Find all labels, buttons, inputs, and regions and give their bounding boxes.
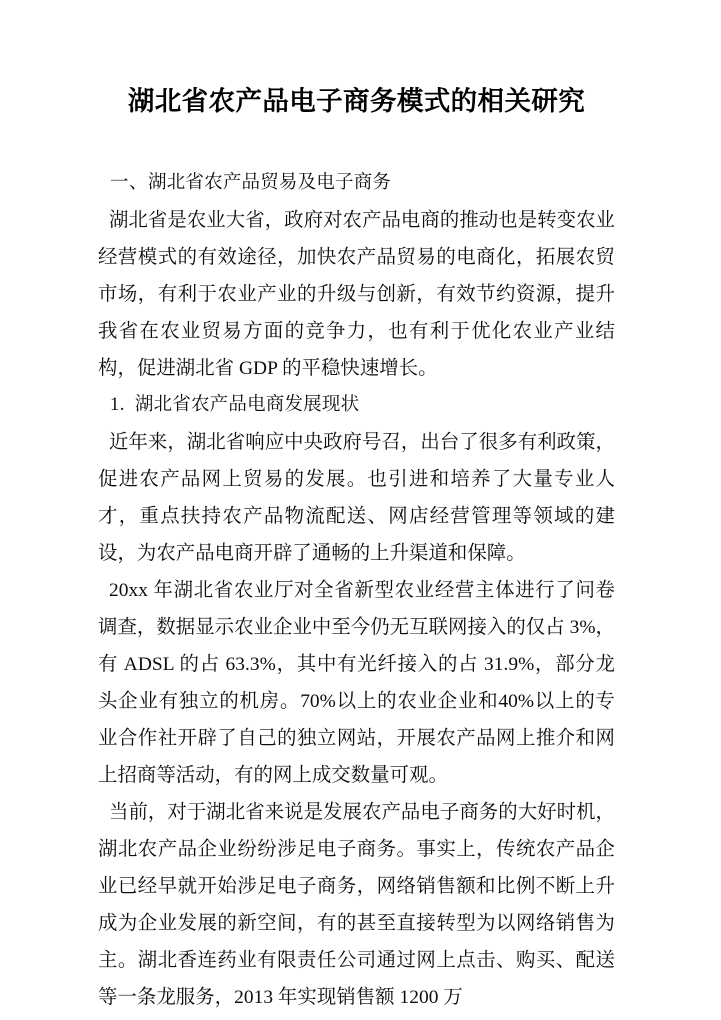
section-heading-1-label: 湖北省农产品贸易及电子商务	[148, 172, 392, 193]
document-body	[98, 84, 615, 1016]
paragraph-4: 当前，对于湖北省来说是发展农产品电子商务的大好时机，湖北农产品企业纷纷涉足电子商务。事实上，传统农产品企业已经早就开始涉足电子商务，网络销售额和比例不断上升成为企业发展的新空间，有的甚至直接转型为以网络销售为主。湖北香连药业有限责任公司通过网上点击、购买、配送等一条龙服务，2013 年实现销售额 1200 万	[98, 801, 615, 1008]
paragraph-1: 湖北省是农业大省，政府对农产品电商的推动也是转变农业经营模式的有效途径，加快农产品贸易的电商化，拓展农贸市场，有利于农业产业的升级与创新，有效节约资源，提升我省在农业贸易方面的竞争力，也有利于优化农业产业结构，促进湖北省 GDP 的平稳快速增长。	[98, 209, 615, 379]
section-heading-1-number: 一、	[110, 172, 149, 193]
paragraph-3: 20xx 年湖北省农业厅对全省新型农业经营主体进行了问卷调查，数据显示农业企业中至今仍无互联网接入的仅占 3%，有 ADSL 的占 63.3%，其中有光纤接入的占 31.9%，部分龙头企业有独立的机房。70%以上的农业企业和40%以上的专业合作社开辟了自己的独立网站，开展农产品网上推介和网上招商等活动，有的网上成交数量可观。	[98, 579, 615, 786]
section-heading-2-number: 1.	[110, 394, 125, 415]
section-heading-1	[98, 165, 615, 202]
title-spacer	[98, 120, 615, 165]
page-title: 湖北省农产品电子商务模式的相关研究	[127, 86, 586, 116]
section-heading-2-label: 湖北省农产品电商发展现状	[134, 394, 360, 415]
paragraph-2: 近年来，湖北省响应中央政府号召，出台了很多有利政策，促进农产品网上贸易的发展。也引进和培养了大量专业人才，重点扶持农产品物流配送、网店经营管理等领域的建设，为农产品电商开辟了通畅的上升渠道和保障。	[98, 431, 615, 564]
section-heading-2	[98, 387, 615, 424]
